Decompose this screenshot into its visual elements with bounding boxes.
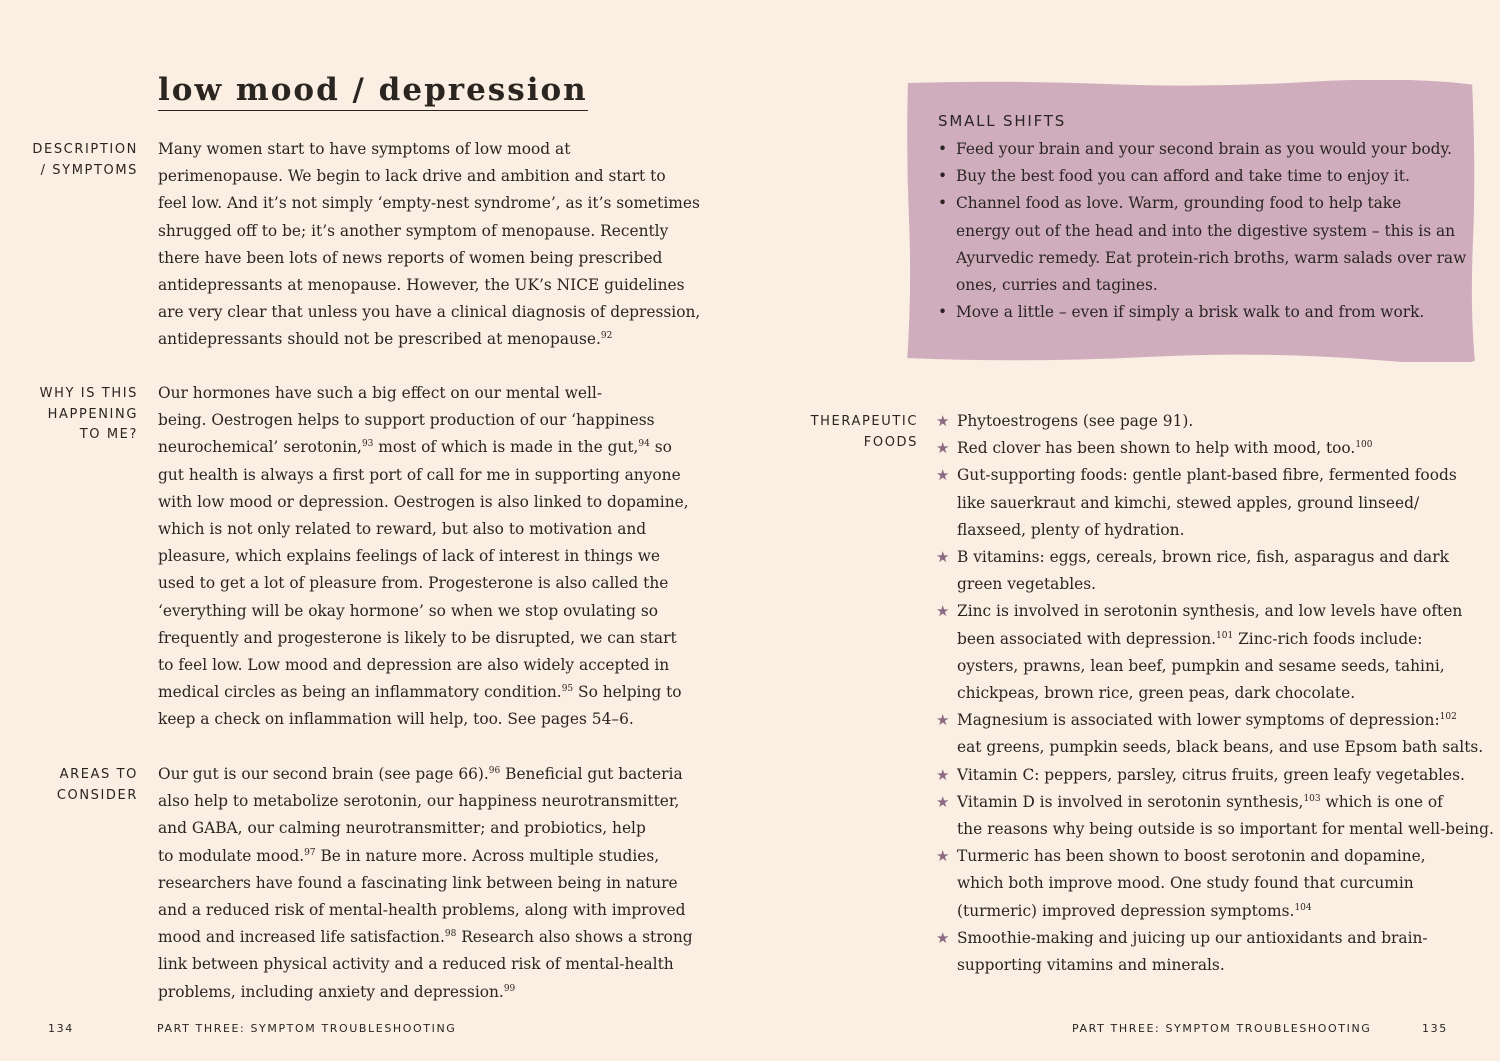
text-fragment: been associated with depression. — [957, 629, 1217, 648]
text-line: also help to metabolize serotonin, our happiness neurotransmitter, — [158, 792, 680, 811]
list-item — [936, 462, 1494, 544]
label-line: TO ME? — [79, 427, 138, 442]
text-line: energy out of the head and into the digestive system – this is an — [956, 221, 1456, 240]
text-line: researchers have found a fascinating link between being in nature — [158, 873, 678, 892]
footnote-ref: 104 — [1294, 902, 1312, 913]
text-line: perimenopause. We begin to lack drive and ambition and start to — [158, 167, 666, 186]
star-bullet-icon: ★ — [936, 765, 950, 784]
section-label-why — [40, 384, 138, 446]
list-item — [936, 544, 1494, 598]
text-line — [957, 734, 1494, 761]
text-fragment: Zinc-rich foods include: — [1233, 629, 1423, 648]
text-fragment: Zinc is involved in serotonin synthesis, and low levels have often — [957, 602, 1463, 621]
page-title: low mood / depression — [158, 70, 588, 111]
footnote-ref: 100 — [1355, 440, 1373, 451]
text-line — [957, 598, 1494, 625]
text-line — [158, 924, 693, 951]
text-fragment: medical circles as being an inflammatory condition. — [158, 683, 562, 702]
label-line: / SYMPTOMS — [40, 162, 138, 178]
why-paragraph — [158, 380, 689, 734]
text-line: Channel food as love. Warm, grounding food to help take — [956, 194, 1402, 213]
text-line — [158, 761, 693, 788]
footnote-ref: 102 — [1439, 712, 1457, 723]
star-bullet-icon: ★ — [936, 466, 950, 485]
text-line — [158, 326, 700, 353]
text-line — [957, 707, 1494, 734]
running-footer-right: PART THREE: SYMPTOM TROUBLESHOOTING — [1072, 1022, 1372, 1035]
text-fragment: most of which is made in the gut, — [373, 438, 639, 457]
star-bullet-icon: ★ — [936, 711, 950, 730]
label-line: DESCRIPTION — [32, 142, 138, 157]
text-line: Many women start to have symptoms of low mood at — [158, 140, 571, 158]
text-line — [957, 762, 1494, 789]
text-fragment: eat greens, pumpkin seeds, black beans, and use Epsom bath salts. — [957, 738, 1484, 757]
text-fragment: Beneficial gut bacteria — [500, 765, 683, 783]
footnote-ref: 99 — [503, 983, 516, 994]
list-item — [936, 707, 1494, 761]
text-fragment: Phytoestrogens (see page 91). — [957, 412, 1194, 430]
page-number-right: 135 — [1422, 1022, 1448, 1035]
text-line: ‘everything will be okay hormone’ so when we stop ovulating so — [158, 601, 658, 620]
text-fragment: so — [649, 438, 672, 457]
text-line — [957, 898, 1494, 925]
text-line: to feel low. Low mood and depression are also widely accepted in — [158, 656, 670, 675]
text-line — [957, 626, 1494, 653]
text-line: being. Oestrogen helps to support production of our ‘happiness — [158, 411, 655, 430]
text-line: and a reduced risk of mental-health problems, along with improved — [158, 901, 686, 920]
footnote-ref: 96 — [488, 765, 501, 776]
text-line: Ayurvedic remedy. Eat protein-rich broths, warm salads over raw — [956, 248, 1467, 267]
text-fragment: Vitamin D is involved in serotonin synthesis, — [957, 792, 1304, 811]
label-line: FOODS — [863, 434, 918, 450]
text-fragment: neurochemical’ serotonin, — [158, 438, 362, 457]
text-fragment: Smoothie-making and juicing up our antioxidants and brain- — [957, 928, 1428, 947]
list-item — [936, 925, 1494, 979]
text-line: Feed your brain and your second brain as you would your body. — [956, 140, 1453, 158]
bullet-dot-icon: • — [938, 194, 948, 213]
text-fragment: Magnesium is associated with lower symptoms of depression: — [957, 711, 1440, 730]
label-line: HAPPENING — [47, 406, 138, 422]
bullet-dot-icon: • — [938, 167, 948, 186]
text-line — [957, 843, 1494, 870]
star-bullet-icon: ★ — [936, 412, 950, 430]
text-fragment: chickpeas, brown rice, green peas, dark chocolate. — [957, 684, 1356, 703]
text-line — [957, 435, 1494, 462]
text-line — [957, 816, 1494, 843]
footnote-ref: 101 — [1216, 630, 1234, 641]
text-line: which is not only related to reward, but also to motivation and — [158, 520, 647, 539]
text-fragment: the reasons why being outside is so important for mental well-being. — [957, 820, 1494, 839]
small-shifts-list — [934, 136, 1466, 326]
label-line: WHY IS THIS — [39, 386, 138, 401]
footnote-ref: 92 — [600, 331, 613, 342]
text-line — [957, 925, 1494, 952]
list-item — [936, 789, 1494, 843]
running-footer-left: PART THREE: SYMPTOM TROUBLESHOOTING — [157, 1022, 457, 1035]
list-item — [936, 762, 1494, 789]
text-line: gut health is always a first port of call for me in supporting anyone — [158, 465, 681, 484]
text-line: Buy the best food you can afford and take time to enjoy it. — [956, 167, 1410, 186]
section-label-description — [32, 140, 138, 181]
star-bullet-icon: ★ — [936, 847, 950, 866]
footnote-ref: 98 — [444, 929, 457, 940]
text-line — [158, 979, 693, 1006]
text-fragment: green vegetables. — [957, 575, 1097, 594]
text-fragment: Be in nature more. Across multiple studies, — [315, 846, 660, 865]
text-line — [957, 462, 1494, 489]
text-line — [957, 680, 1494, 707]
text-line: ones, curries and tagines. — [956, 276, 1158, 295]
text-fragment: flaxseed, plenty of hydration. — [957, 520, 1185, 539]
list-item — [936, 435, 1494, 462]
text-line — [158, 434, 689, 461]
text-fragment: Research also shows a strong — [456, 928, 693, 947]
text-line: antidepressants at menopause. However, the UK’s NICE guidelines — [158, 276, 685, 295]
section-label-areas — [57, 765, 138, 806]
text-line: with low mood or depression. Oestrogen is also linked to dopamine, — [158, 492, 689, 511]
text-fragment: like sauerkraut and kimchi, stewed apples, ground linseed/ — [957, 493, 1420, 512]
text-line: there have been lots of news reports of women being prescribed — [158, 248, 663, 267]
therapeutic-foods-list — [936, 408, 1494, 979]
text-line: link between physical activity and a reduced risk of mental-health — [158, 955, 674, 974]
footnote-ref: 95 — [561, 684, 574, 695]
text-line: keep a check on inflammation will help, too. See pages 54–6. — [158, 710, 634, 729]
list-item — [936, 598, 1494, 707]
small-shifts-title: SMALL SHIFTS — [938, 112, 1067, 130]
text-fragment: supporting vitamins and minerals. — [957, 956, 1225, 975]
list-item — [934, 163, 1466, 190]
text-fragment: Our gut is our second brain (see page 66). — [158, 765, 489, 783]
text-fragment: Vitamin C: peppers, parsley, citrus fruits, green leafy vegetables. — [957, 765, 1465, 784]
text-fragment: to modulate mood. — [158, 846, 305, 865]
text-line — [957, 952, 1494, 979]
list-item — [936, 843, 1494, 925]
text-fragment: Red clover has been shown to help with mood, too. — [957, 439, 1356, 458]
bullet-dot-icon: • — [938, 303, 948, 322]
star-bullet-icon: ★ — [936, 928, 950, 947]
text-line — [957, 870, 1494, 897]
text-line — [957, 653, 1494, 680]
page-number-left: 134 — [48, 1022, 74, 1035]
text-line: frequently and progesterone is likely to be disrupted, we can start — [158, 628, 677, 647]
text-fragment: So helping to — [573, 683, 682, 702]
footnote-ref: 94 — [638, 439, 650, 450]
text-fragment: oysters, prawns, lean beef, pumpkin and sesame seeds, tahini, — [957, 656, 1445, 675]
text-line: used to get a lot of pleasure from. Progesterone is also called the — [158, 574, 669, 593]
text-line: shrugged off to be; it’s another symptom of menopause. Recently — [158, 221, 669, 240]
text-line — [957, 544, 1494, 571]
right-page — [750, 0, 1500, 1061]
list-item — [934, 190, 1466, 299]
text-fragment: antidepressants should not be prescribed at menopause. — [158, 330, 601, 349]
text-line: are very clear that unless you have a clinical diagnosis of depression, — [158, 303, 701, 322]
label-line: THERAPEUTIC — [810, 414, 918, 429]
label-line: CONSIDER — [56, 787, 138, 803]
text-line — [957, 571, 1494, 598]
footnote-ref: 97 — [304, 847, 316, 858]
text-fragment: (turmeric) improved depression symptoms. — [957, 901, 1295, 920]
footnote-ref: 93 — [361, 439, 374, 450]
bullet-dot-icon: • — [938, 140, 948, 158]
text-line: Move a little – even if simply a brisk walk to and from work. — [956, 303, 1425, 322]
footnote-ref: 103 — [1303, 793, 1321, 804]
text-line: and GABA, our calming neurotransmitter; and probiotics, help — [158, 819, 646, 838]
text-line: pleasure, which explains feelings of lack of interest in things we — [158, 547, 661, 566]
list-item — [934, 299, 1466, 326]
star-bullet-icon: ★ — [936, 792, 950, 811]
text-line — [158, 679, 689, 706]
text-fragment: which is one of — [1320, 792, 1443, 811]
text-fragment: Turmeric has been shown to boost serotonin and dopamine, — [957, 847, 1426, 866]
star-bullet-icon: ★ — [936, 602, 950, 621]
text-line — [957, 490, 1494, 517]
text-line — [957, 517, 1494, 544]
star-bullet-icon: ★ — [936, 548, 950, 567]
text-line: Our hormones have such a big effect on our mental well- — [158, 384, 603, 402]
list-item — [936, 408, 1494, 435]
text-line: feel low. And it’s not simply ‘empty-nest syndrome’, as it’s sometimes — [158, 194, 700, 213]
text-line — [957, 789, 1494, 816]
label-line: AREAS TO — [59, 767, 138, 782]
list-item — [934, 136, 1466, 163]
areas-paragraph — [158, 761, 693, 1006]
description-paragraph — [158, 136, 700, 354]
text-line — [158, 843, 693, 870]
text-fragment: Gut-supporting foods: gentle plant-based fibre, fermented foods — [957, 466, 1457, 485]
section-label-foods — [811, 412, 918, 453]
star-bullet-icon: ★ — [936, 439, 950, 458]
text-fragment: B vitamins: eggs, cereals, brown rice, fish, asparagus and dark — [957, 548, 1449, 567]
text-line — [957, 408, 1494, 435]
text-fragment: problems, including anxiety and depression. — [158, 982, 504, 1001]
text-fragment: which both improve mood. One study found that curcumin — [957, 874, 1414, 893]
text-fragment: mood and increased life satisfaction. — [158, 928, 445, 947]
